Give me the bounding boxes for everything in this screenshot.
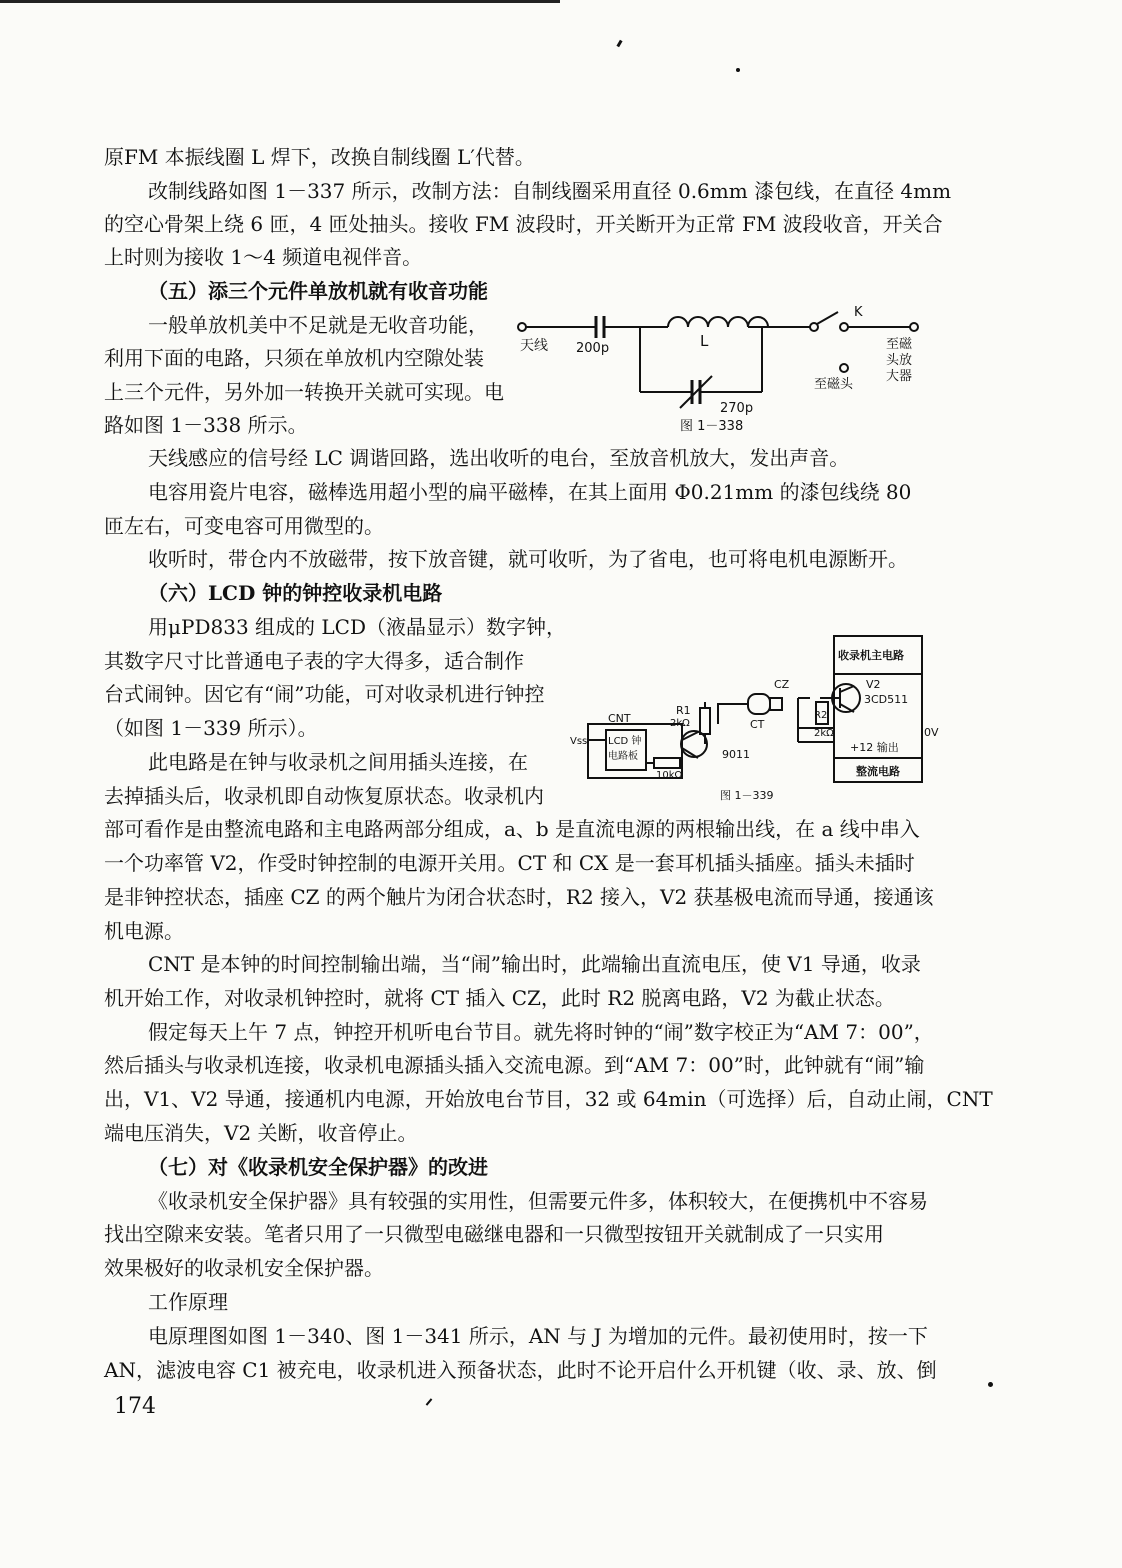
v1-type-label: 9011 xyxy=(722,748,750,761)
text-line: 此电路是在钟与收录机之间用插头连接，在 xyxy=(148,750,528,774)
text-line: 是非钟控状态，插座 CZ 的两个触片为闭合状态时，R2 接入，V2 获基极电流而导通，接通该 xyxy=(104,885,934,909)
text-line: 然后插头与收录机连接，收录机电源插头插入交流电源。到“AM 7：00”时，此钟就有“闹”输 xyxy=(104,1053,925,1077)
scan-mark xyxy=(988,1382,993,1387)
text-line: 台式闹钟。因它有“闹”功能，可对收录机进行钟控 xyxy=(104,682,545,706)
varcap-label: 270p xyxy=(720,401,754,416)
cnt-label: CNT xyxy=(608,712,631,725)
inductor-label: L xyxy=(700,332,709,350)
r2-label: R2 xyxy=(814,710,828,721)
cz-label: CZ xyxy=(774,678,790,691)
text-line: CNT 是本钟的时间控制输出端，当“闹”输出时，此端输出直流电压，使 V1 导通，收录 xyxy=(148,952,921,976)
zero-volt-label: 0V xyxy=(924,726,939,739)
main-circuit-label: 收录机主电路 xyxy=(838,649,904,662)
to-head-label: 至磁头 xyxy=(814,377,854,392)
text-line: 其数字尺寸比普通电子表的字大得多，适合制作 xyxy=(104,649,524,673)
text-line: （如图 1－339 所示）。 xyxy=(104,716,318,740)
text-line: 天线感应的信号经 LC 调谐回路，选出收听的电台，至放音机放大，发出声音。 xyxy=(148,446,850,470)
scan-mark xyxy=(616,40,622,48)
text-line: 假定每天上午 7 点，钟控开机听电台节目。就先将时钟的“闹”数字校正为“AM 7：00”， xyxy=(148,1020,934,1044)
section-heading: （七）对《收录机安全保护器》的改进 xyxy=(148,1155,488,1179)
output-label: +12 输出 xyxy=(850,741,899,754)
text-line: 电容用瓷片电容，磁棒选用超小型的扁平磁棒，在其上面用 Φ0.21mm 的漆包线绕 80 xyxy=(148,480,912,504)
text-line: 的空心骨架上绕 6 匝，4 匝处抽头。接收 FM 波段时，开关断开为正常 FM 波段收音，开关合 xyxy=(104,212,943,236)
top-rule xyxy=(0,0,560,3)
v2-type-label: 3CD511 xyxy=(864,693,909,706)
figure-1-338 xyxy=(500,300,940,440)
scan-mark xyxy=(736,68,740,72)
amp-label-1: 至磁 xyxy=(886,337,913,352)
subheading: 工作原理 xyxy=(148,1290,228,1314)
scan-mark xyxy=(426,1398,433,1405)
text-line: 上三个元件，另外加一转换开关就可实现。电 xyxy=(104,380,504,404)
r2-value: 2kΩ xyxy=(814,728,834,739)
ct-label: CT xyxy=(750,718,765,731)
text-line: 用μPD833 组成的 LCD（液晶显示）数字钟， xyxy=(148,615,566,639)
figure-1-339 xyxy=(570,632,950,808)
rectifier-label: 整流电路 xyxy=(856,765,900,778)
amp-label-2: 头放 xyxy=(886,353,913,368)
text-line: 部可看作是由整流电路和主电路两部分组成，a、b 是直流电源的两根输出线，在 a 线中串入 xyxy=(104,817,920,841)
text-line: 一个功率管 V2，作受时钟控制的电源开关用。CT 和 CX 是一套耳机插头插座。插头未插时 xyxy=(104,851,915,875)
antenna-label: 天线 xyxy=(520,338,548,354)
capacitor-label: 200p xyxy=(576,341,610,356)
text-line: 《收录机安全保护器》具有较强的实用性，但需要元件多，体积较大，在便携机中不容易 xyxy=(148,1189,928,1213)
r1-label: R1 xyxy=(676,704,691,717)
page-number: 174 xyxy=(114,1394,156,1419)
text-line: 收听时，带仓内不放磁带，按下放音键，就可收听，为了省电，也可将电机电源断开。 xyxy=(148,547,908,571)
text-line: 电原理图如图 1－340、图 1－341 所示，AN 与 J 为增加的元件。最初使用时，按一下 xyxy=(148,1324,928,1348)
section-heading: （六）LCD 钟的钟控收录机电路 xyxy=(148,581,443,605)
text-line: 原FM 本振线圈 L 焊下，改换自制线圈 L′代替。 xyxy=(104,145,535,169)
r1-value: 2kΩ xyxy=(670,718,690,729)
circuit-board-label: 电路板 xyxy=(608,751,638,762)
text-line: 利用下面的电路，只须在单放机内空隙处装 xyxy=(104,346,484,370)
text-line: 去掉插头后，收录机即自动恢复原状态。收录机内 xyxy=(104,784,544,808)
figure-caption: 图 1－339 xyxy=(720,789,774,802)
text-line: 一般单放机美中不足就是无收音功能， xyxy=(148,313,488,337)
text-line: 匝左右，可变电容可用微型的。 xyxy=(104,514,384,538)
vss-label: Vss xyxy=(570,736,588,747)
v2-label: V2 xyxy=(866,678,881,691)
text-line: 端电压消失，V2 关断，收音停止。 xyxy=(104,1121,418,1145)
text-line: 出，V1、V2 导通，接通机内电源，开始放电台节目，32 或 64min（可选择）后，自动止闹，CNT xyxy=(104,1087,993,1111)
text-line: AN，滤波电容 C1 被充电，收录机进入预备状态，此时不论开启什么开机键（收、录、放、倒 xyxy=(104,1358,937,1382)
lcd-clock-label: LCD 钟 xyxy=(608,736,642,747)
resistor-label: 10kΩ xyxy=(656,770,683,781)
text-line: 机电源。 xyxy=(104,919,184,943)
text-line: 路如图 1－338 所示。 xyxy=(104,413,308,437)
text-line: 上时则为接收 1～4 频道电视伴音。 xyxy=(104,245,423,269)
switch-label: K xyxy=(854,305,863,320)
amp-label-3: 大器 xyxy=(886,369,913,384)
text-line: 机开始工作，对收录机钟控时，就将 CT 插入 CZ，此时 R2 脱离电路，V2 为截止状态。 xyxy=(104,986,895,1010)
text-line: 找出空隙来安装。笔者只用了一只微型电磁继电器和一只微型按钮开关就制成了一只实用 xyxy=(104,1222,884,1246)
text-line: 效果极好的收录机安全保护器。 xyxy=(104,1256,384,1280)
text-line: 改制线路如图 1－337 所示，改制方法：自制线圈采用直径 0.6mm 漆包线，在直径 4mm xyxy=(148,179,952,203)
figure-caption: 图 1－338 xyxy=(680,419,744,434)
section-heading: （五）添三个元件单放机就有收音功能 xyxy=(148,279,488,303)
circuit-wires xyxy=(518,312,918,408)
